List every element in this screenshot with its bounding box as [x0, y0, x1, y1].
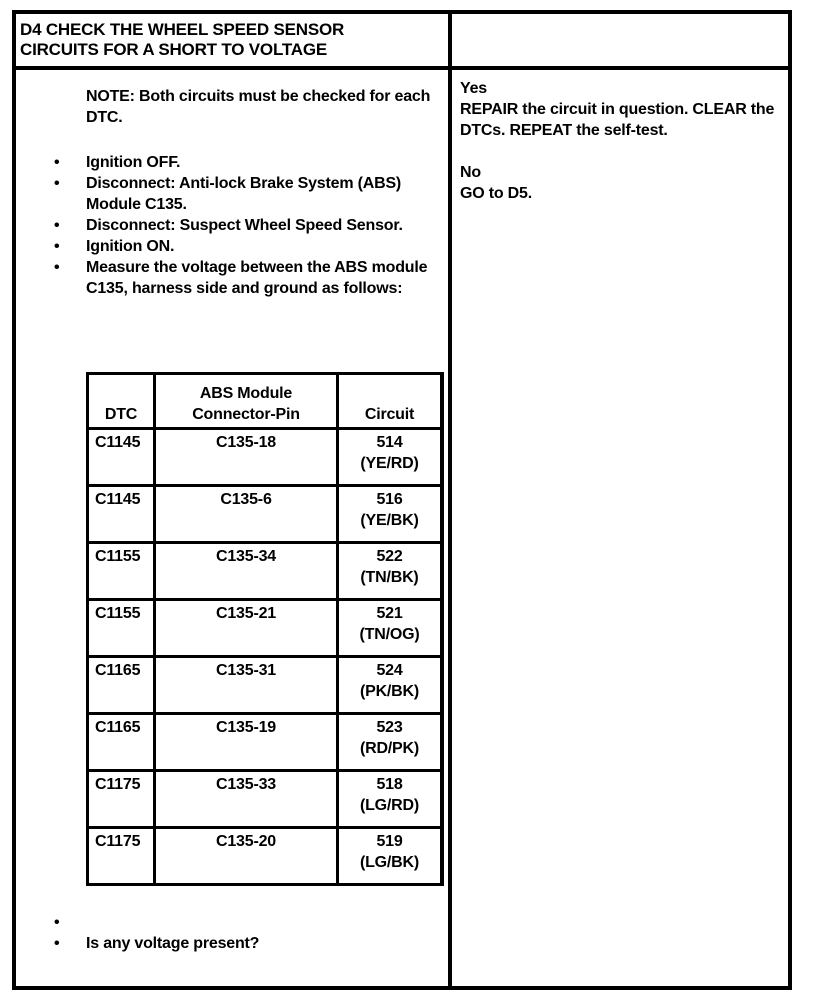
circuit-wire-color: (PK/BK) [359, 683, 420, 700]
circuit-cell [339, 715, 440, 772]
connector-pin-cell: C135-31 [156, 658, 339, 715]
connector-pin-cell: C135-18 [156, 430, 339, 487]
table-row [89, 829, 440, 883]
table-row [89, 487, 440, 544]
dtc-cell: C1155 [89, 544, 156, 601]
dtc-cell: C1165 [89, 715, 156, 772]
result-column [460, 78, 780, 204]
circuit-number: 514 [376, 434, 403, 451]
instruction-list [54, 152, 444, 299]
dtc-pin-table [86, 372, 444, 886]
circuit-cell [339, 544, 440, 601]
circuit-wire-color: (LG/RD) [359, 797, 420, 814]
circuit-number: 516 [376, 491, 403, 508]
no-label: No [460, 164, 481, 181]
connector-pin-cell: C135-19 [156, 715, 339, 772]
dtc-cell: C1175 [89, 829, 156, 883]
table-header-row [89, 375, 440, 430]
circuit-number: 524 [376, 662, 403, 679]
circuit-wire-color: (TN/OG) [359, 626, 420, 643]
yes-text: REPAIR the circuit in question. CLEAR the DTCs. REPEAT the self-test. [460, 101, 775, 139]
step-title-line-2: CIRCUITS FOR A SHORT TO VOLTAGE [20, 40, 328, 59]
circuit-cell [339, 829, 440, 883]
connector-pin-cell: C135-6 [156, 487, 339, 544]
circuit-number: 523 [376, 719, 403, 736]
circuit-wire-color: (RD/PK) [359, 740, 420, 757]
column-divider [448, 10, 452, 990]
instruction-item: • Disconnect: Suspect Wheel Speed Sensor. [54, 215, 444, 236]
note-text: NOTE: Both circuits must be checked for each DTC. [86, 88, 431, 126]
circuit-cell [339, 430, 440, 487]
circuit-number: 522 [376, 548, 403, 565]
yes-label: Yes [460, 80, 487, 97]
table-row [89, 430, 440, 487]
connector-pin-cell: C135-33 [156, 772, 339, 829]
dtc-cell: C1145 [89, 430, 156, 487]
dtc-cell: C1145 [89, 487, 156, 544]
final-bullet-question: • Is any voltage present? [54, 933, 444, 954]
instruction-item: • Measure the voltage between the ABS module C135, harness side and ground as follows: [54, 257, 444, 299]
dtc-cell: C1165 [89, 658, 156, 715]
circuit-number: 518 [376, 776, 403, 793]
step-title-line-1: D4 CHECK THE WHEEL SPEED SENSOR [20, 20, 345, 39]
circuit-number: 519 [376, 833, 403, 850]
header-connector-pin: ABS Module Connector-Pin [156, 375, 339, 430]
table-row [89, 772, 440, 829]
step-title [20, 20, 440, 60]
no-text: GO to D5. [460, 185, 532, 202]
table-row [89, 658, 440, 715]
instruction-item: • Ignition OFF. [54, 152, 444, 173]
dtc-cell: C1155 [89, 601, 156, 658]
circuit-cell [339, 601, 440, 658]
circuit-cell [339, 658, 440, 715]
header-dtc: DTC [89, 375, 156, 430]
circuit-number: 521 [376, 605, 403, 622]
spacer [460, 141, 780, 162]
table-row [89, 601, 440, 658]
final-bullets [54, 912, 444, 954]
circuit-cell [339, 772, 440, 829]
instruction-item: • Ignition ON. [54, 236, 444, 257]
circuit-cell [339, 487, 440, 544]
final-bullet-empty [54, 912, 444, 933]
circuit-wire-color: (TN/BK) [360, 569, 419, 586]
table-row [89, 544, 440, 601]
circuit-wire-color: (LG/BK) [359, 854, 420, 871]
instruction-item: • Disconnect: Anti-lock Brake System (ABS) Module C135. [54, 173, 444, 215]
connector-pin-cell: C135-20 [156, 829, 339, 883]
circuit-wire-color: (YE/RD) [360, 455, 419, 472]
header-divider [12, 66, 792, 70]
dtc-cell: C1175 [89, 772, 156, 829]
connector-pin-cell: C135-34 [156, 544, 339, 601]
header-circuit: Circuit [339, 375, 440, 430]
circuit-wire-color: (YE/BK) [360, 512, 419, 529]
connector-pin-cell: C135-21 [156, 601, 339, 658]
table-row [89, 715, 440, 772]
